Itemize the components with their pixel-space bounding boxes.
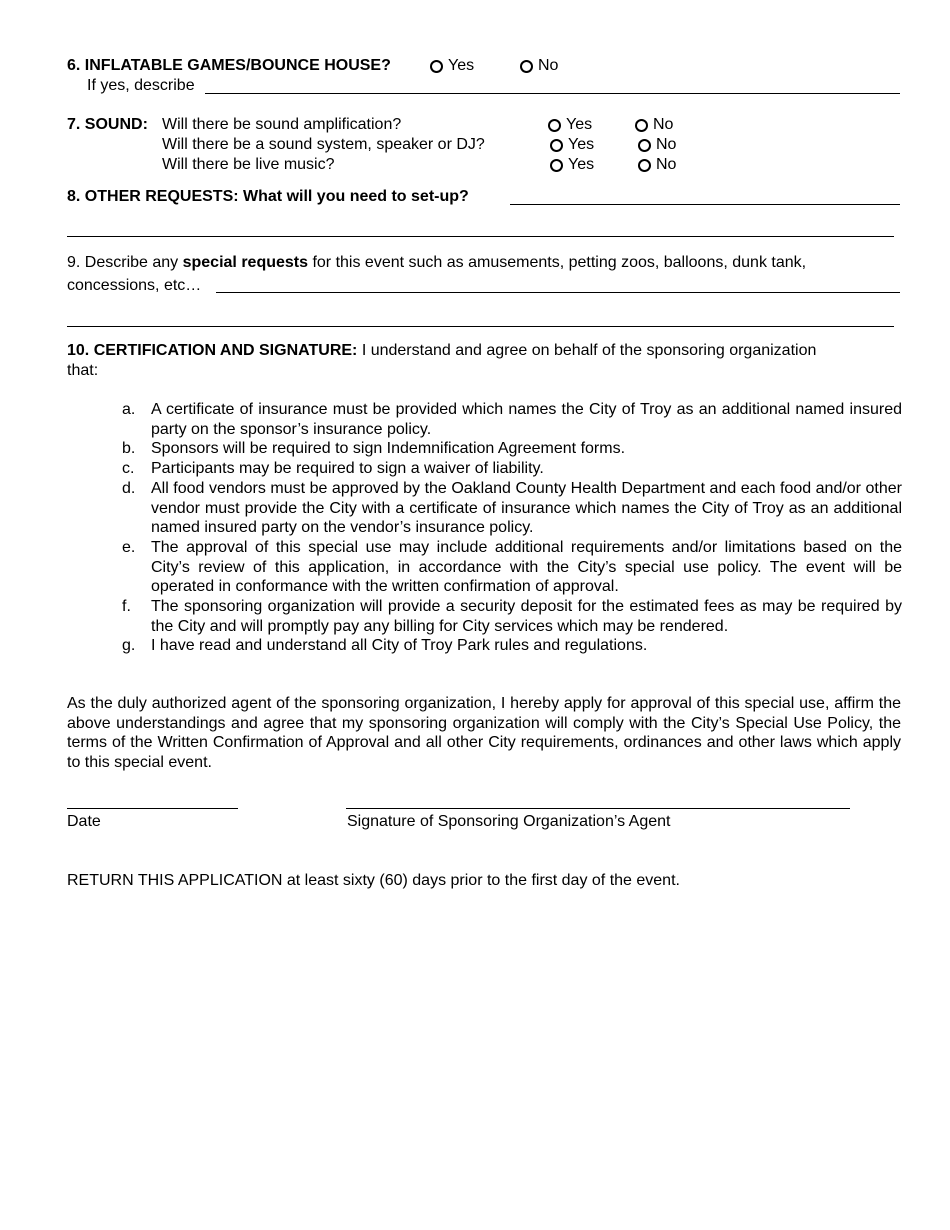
list-item: b. Sponsors will be required to sign Indemnification Agreement forms. (122, 440, 626, 458)
q9-prompt: 9. Describe any special requests for this event such as amusements, petting zoos, balloons, dunk tank, (67, 254, 807, 271)
q6-title (67, 56, 391, 76)
q6-describe-field[interactable] (205, 93, 900, 94)
q8-answer-field[interactable] (510, 204, 900, 205)
q7-live-music-no-radio[interactable]: No (638, 155, 676, 175)
q8-label: 8. OTHER REQUESTS: What will you need to set-up? (67, 188, 469, 205)
radio-circle-icon (430, 60, 443, 73)
q10-intro: 10. CERTIFICATION AND SIGNATURE: I understand and agree on behalf of the sponsoring organization (67, 342, 817, 359)
radio-circle-icon (635, 119, 648, 132)
q7-question-amplification: Will there be sound amplification? (162, 116, 402, 133)
list-item: c. Participants may be required to sign a waiver of liability. (122, 460, 544, 478)
radio-circle-icon (548, 119, 561, 132)
q7-label: 7. SOUND: (67, 116, 148, 133)
list-item: d. All food vendors must be approved by the Oakland County Health Department and each food and/or other vendor must provide the City with a certificate of insurance which names the City of Troy as an additional named insured party on the vendor’s insurance policy. (122, 479, 902, 537)
q10-heading: 10. CERTIFICATION AND SIGNATURE: (67, 342, 358, 359)
q9-answer-field-line2[interactable] (67, 326, 894, 327)
q7-question-sound-system: Will there be a sound system, speaker or DJ? (162, 136, 485, 153)
q6-heading: INFLATABLE GAMES/BOUNCE HOUSE? (84, 57, 391, 74)
radio-circle-icon (638, 159, 651, 172)
q7-amplification-no-radio[interactable]: No (635, 115, 673, 135)
q6-yes-radio[interactable] (430, 56, 474, 76)
q10-intro-line2: that: (67, 362, 99, 379)
q7-sound-system-no-radio[interactable]: No (638, 135, 676, 155)
q6-no-radio[interactable] (520, 56, 558, 76)
q7-live-music-yes-radio[interactable]: Yes (550, 155, 594, 175)
list-item: f. The sponsoring organization will provide a security deposit for the estimated fees as may be required by the City and will promptly pay any billing for City services which may be rendered. (122, 598, 902, 635)
q6-no-label: No (538, 57, 559, 74)
q9-special-requests: special requests (182, 254, 309, 271)
q9-answer-field[interactable] (216, 292, 900, 293)
signature-field[interactable] (346, 808, 850, 809)
agent-statement: As the duly authorized agent of the sponsoring organization, I hereby apply for approval of this special use, affirm the above understandings and agree that my sponsoring organization will comply with the City’s Special Use Policy, the terms of the Written Confirmation of Approval and all other City requirements, ordinances and other laws which apply to this special event. (67, 695, 901, 771)
radio-circle-icon (550, 159, 563, 172)
q7-amplification-yes-radio[interactable]: Yes (548, 115, 592, 135)
q9-prompt-line2: concessions, etc… (67, 277, 202, 294)
q7-sound-system-yes-radio[interactable]: Yes (550, 135, 594, 155)
q6-describe-label: If yes, describe (87, 77, 195, 94)
certification-list (122, 400, 902, 656)
radio-circle-icon (638, 139, 651, 152)
q8-answer-field-line2[interactable] (67, 236, 894, 237)
q6-number: 6. (67, 57, 81, 74)
signature-label: Signature of Sponsoring Organization’s Agent (347, 813, 671, 830)
date-field[interactable] (67, 808, 238, 809)
date-label: Date (67, 813, 101, 830)
list-item: g. I have read and understand all City of Troy Park rules and regulations. (122, 637, 648, 655)
q6-yes-label: Yes (448, 57, 475, 74)
return-note: RETURN THIS APPLICATION at least sixty (60) days prior to the first day of the event. (67, 872, 680, 889)
radio-circle-icon (520, 60, 533, 73)
radio-circle-icon (550, 139, 563, 152)
list-item: a. A certificate of insurance must be provided which names the City of Troy as an additional named insured party on the sponsor’s insurance policy. (122, 401, 902, 438)
list-item: e. The approval of this special use may include additional requirements and/or limitations based on the City’s review of this application, in accordance with the City’s special use policy. The event will be operated in conformance with the written confirmation of approval. (122, 538, 902, 596)
q7-question-live-music: Will there be live music? (162, 156, 335, 173)
